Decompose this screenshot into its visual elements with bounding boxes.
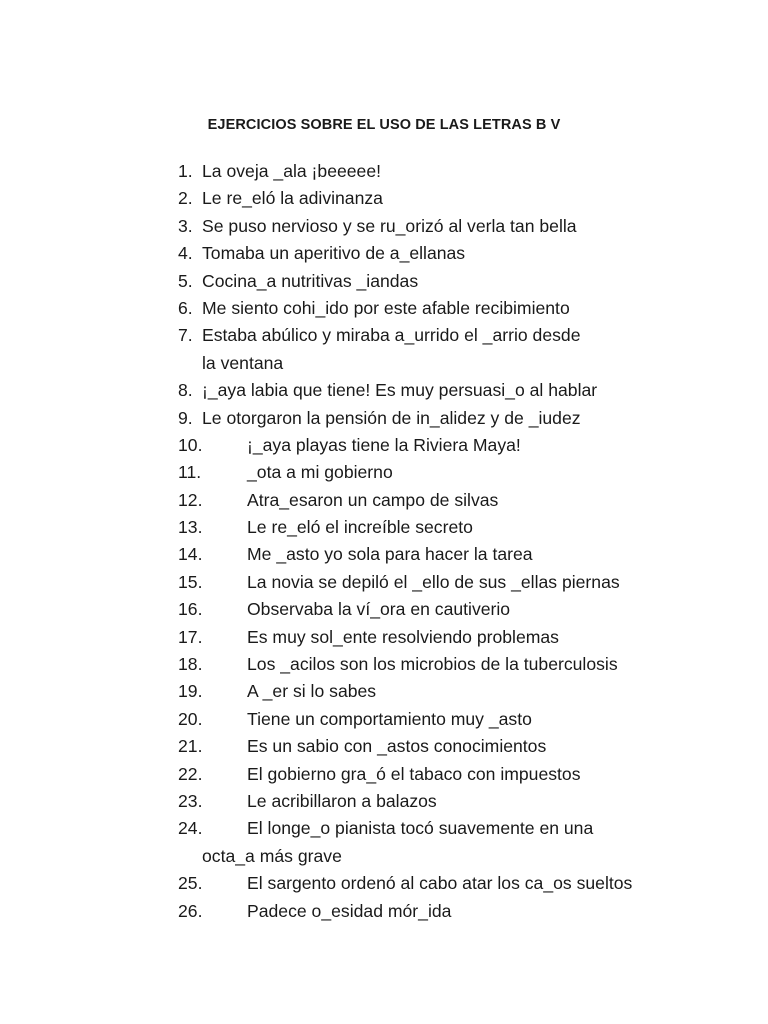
exercise-text: Es un sabio con _astos conocimientos	[247, 736, 547, 757]
exercise-text: La oveja _ala ¡beeeee!	[202, 161, 382, 181]
exercise-item	[178, 651, 738, 678]
exercise-number: 9.	[178, 407, 193, 428]
exercise-text: _ota a mi gobierno	[247, 462, 393, 483]
exercise-number: 10.	[178, 434, 203, 455]
exercise-number: 25.	[178, 873, 203, 894]
exercise-item	[178, 459, 738, 486]
exercise-item	[178, 322, 738, 349]
exercise-item	[178, 788, 738, 815]
exercise-number: 14.	[178, 544, 203, 565]
exercise-number: 24.	[178, 818, 203, 839]
exercise-text-continuation: octa_a más grave	[202, 845, 342, 866]
exercise-item	[178, 487, 738, 514]
exercise-number: 1.	[178, 161, 193, 181]
exercise-number: 13.	[178, 517, 203, 538]
exercise-item	[178, 268, 738, 295]
exercise-item	[178, 213, 738, 240]
exercise-text: El sargento ordenó al cabo atar los ca_os sueltos	[247, 873, 633, 894]
exercise-item	[178, 405, 738, 432]
exercise-number: 22.	[178, 763, 203, 784]
exercise-number: 7.	[178, 325, 193, 346]
exercise-text: ¡_aya labia que tiene! Es muy persuasi_o al hablar	[202, 380, 598, 401]
exercise-item	[178, 432, 738, 459]
exercise-item	[178, 678, 738, 705]
exercise-text: El gobierno gra_ó el tabaco con impuestos	[247, 763, 581, 784]
exercise-number: 5.	[178, 270, 193, 291]
exercise-text: Estaba abúlico y miraba a_urrido el _arrio desde	[202, 325, 581, 346]
exercise-number: 2.	[178, 188, 193, 209]
exercise-number: 17.	[178, 626, 203, 647]
exercise-text: Le re_eló la adivinanza	[202, 188, 383, 209]
exercise-number: 19.	[178, 681, 203, 702]
exercise-text: Tiene un comportamiento muy _asto	[247, 708, 532, 729]
exercise-number: 26.	[178, 900, 203, 921]
exercise-text: ¡_aya playas tiene la Riviera Maya!	[247, 434, 521, 455]
exercise-item	[178, 733, 738, 760]
exercise-text: Observaba la ví_ora en cautiverio	[247, 599, 511, 620]
exercise-text: Le re_eló el increíble secreto	[247, 517, 473, 538]
exercise-item	[178, 898, 738, 925]
exercise-number: 4.	[178, 243, 193, 264]
exercise-item	[178, 295, 738, 322]
exercise-number: 23.	[178, 790, 203, 811]
exercise-text-continuation: la ventana	[202, 352, 284, 373]
exercise-text: El longe_o pianista tocó suavemente en una	[247, 818, 594, 839]
exercise-item	[178, 624, 738, 651]
exercise-text: Me _asto yo sola para hacer la tarea	[247, 544, 533, 565]
exercise-text: A _er si lo sabes	[247, 681, 377, 702]
exercise-text: Le otorgaron la pensión de in_alidez y de _iudez	[202, 407, 581, 428]
exercise-number: 20.	[178, 708, 203, 729]
exercise-item	[178, 240, 738, 267]
exercise-number: 12.	[178, 489, 203, 510]
exercise-item	[178, 596, 738, 623]
exercise-number: 21.	[178, 736, 203, 757]
exercise-number: 15.	[178, 571, 203, 592]
exercise-item	[178, 377, 738, 404]
exercise-text: La novia se depiló el _ello de sus _ellas piernas	[247, 571, 620, 592]
exercise-text: Es muy sol_ente resolviendo problemas	[247, 626, 559, 647]
exercise-text: Padece o_esidad mór_ida	[247, 900, 452, 921]
exercise-item	[178, 569, 738, 596]
exercise-number: 18.	[178, 654, 203, 675]
exercise-item	[178, 514, 738, 541]
exercise-text: Atra_esaron un campo de silvas	[247, 489, 499, 510]
exercise-number: 6.	[178, 297, 193, 318]
exercise-number: 11.	[178, 462, 202, 483]
exercise-text: Le acribillaron a balazos	[247, 790, 437, 811]
exercise-number: 8.	[178, 380, 193, 401]
exercise-item	[178, 706, 738, 733]
exercise-text: Cocina_a nutritivas _iandas	[202, 270, 419, 291]
page-title: EJERCICIOS SOBRE EL USO DE LAS LETRAS B V	[207, 117, 561, 133]
exercise-text: Se puso nervioso y se ru_orizó al verla tan bella	[202, 215, 577, 236]
exercise-item	[178, 815, 738, 842]
exercise-item	[178, 761, 738, 788]
exercise-list	[178, 158, 738, 925]
exercise-text: Los _acilos son los microbios de la tuberculosis	[247, 654, 618, 675]
exercise-text: Me siento cohi_ido por este afable recibimiento	[202, 297, 570, 318]
exercise-item	[178, 158, 738, 185]
exercise-item	[178, 541, 738, 568]
exercise-number: 3.	[178, 215, 193, 236]
exercise-item	[178, 870, 738, 897]
exercise-item	[178, 185, 738, 212]
exercise-text: Tomaba un aperitivo de a_ellanas	[202, 243, 466, 264]
exercise-number: 16.	[178, 599, 203, 620]
